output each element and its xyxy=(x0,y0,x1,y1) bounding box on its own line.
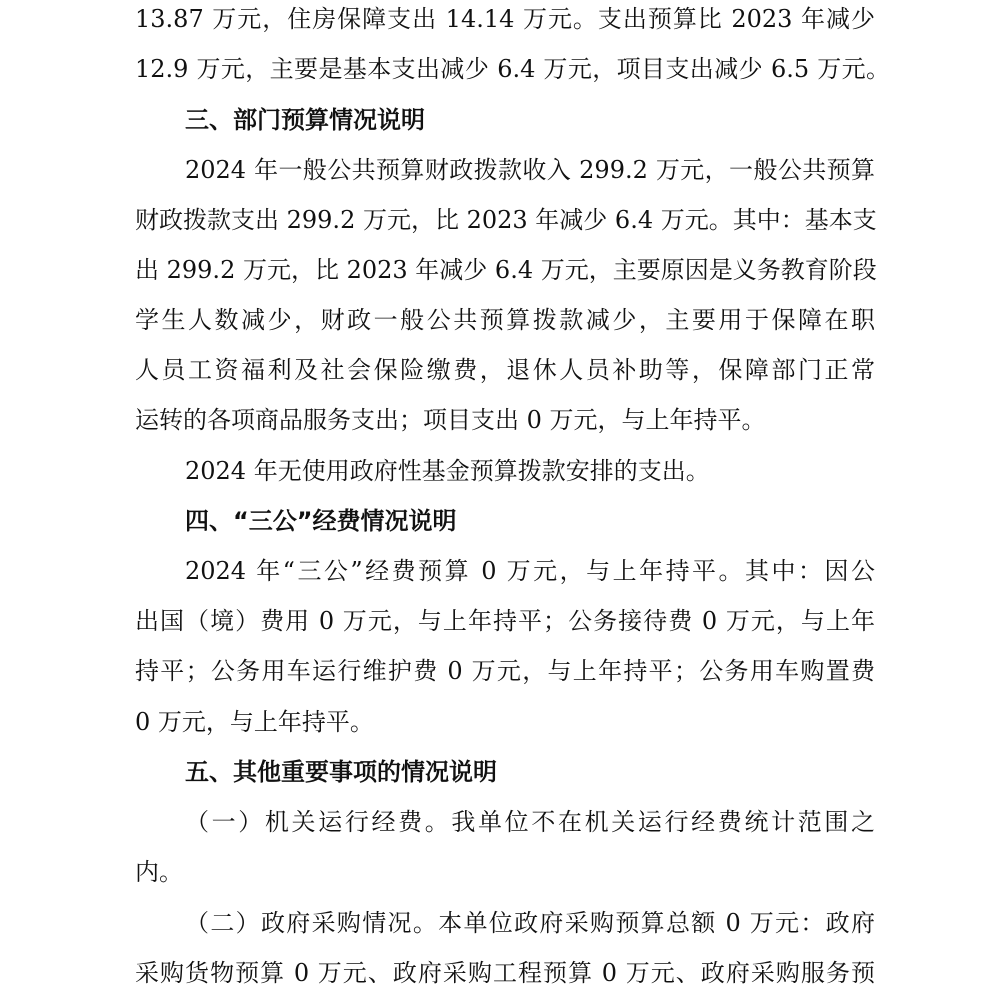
body-line: 2024 年无使用政府性基金预算拨款安排的支出。 xyxy=(185,457,710,485)
body-line: 2024 年一般公共预算财政拨款收入 299.2 万元，一般公共预算 xyxy=(185,156,875,184)
body-line: 财政拨款支出 299.2 万元，比 2023 年减少 6.4 万元。其中：基本支 xyxy=(135,206,877,234)
body-line: （二）政府采购情况。本单位政府采购预算总额 0 万元：政府 xyxy=(185,909,875,937)
body-line: 学生人数减少，财政一般公共预算拨款减少，主要用于保障在职 xyxy=(135,306,875,334)
body-line: 持平；公务用车运行维护费 0 万元，与上年持平；公务用车购置费 xyxy=(135,657,875,685)
body-line: 采购货物预算 0 万元、政府采购工程预算 0 万元、政府采购服务预 xyxy=(135,959,875,987)
section-heading-5: 五、其他重要事项的情况说明 xyxy=(185,758,497,786)
body-line: 人员工资福利及社会保险缴费，退休人员补助等，保障部门正常 xyxy=(135,356,875,384)
body-line: 2024 年“三公”经费预算 0 万元，与上年持平。其中：因公 xyxy=(185,557,875,585)
section-heading-4: 四、“三公”经费情况说明 xyxy=(185,507,457,535)
body-line: 12.9 万元，主要是基本支出减少 6.4 万元，项目支出减少 6.5 万元。 xyxy=(135,55,890,83)
body-line: 0 万元，与上年持平。 xyxy=(135,708,374,736)
body-line: 内。 xyxy=(135,858,183,886)
body-line: 出 299.2 万元，比 2023 年减少 6.4 万元，主要原因是义务教育阶段 xyxy=(135,256,877,284)
body-line: 运转的各项商品服务支出；项目支出 0 万元，与上年持平。 xyxy=(135,406,766,434)
body-line: 13.87 万元，住房保障支出 14.14 万元。支出预算比 2023 年减少 xyxy=(135,5,875,33)
body-line: （一）机关运行经费。我单位不在机关运行经费统计范围之 xyxy=(185,808,875,836)
section-heading-3: 三、部门预算情况说明 xyxy=(185,106,425,134)
body-line: 出国（境）费用 0 万元，与上年持平；公务接待费 0 万元，与上年 xyxy=(135,607,875,635)
